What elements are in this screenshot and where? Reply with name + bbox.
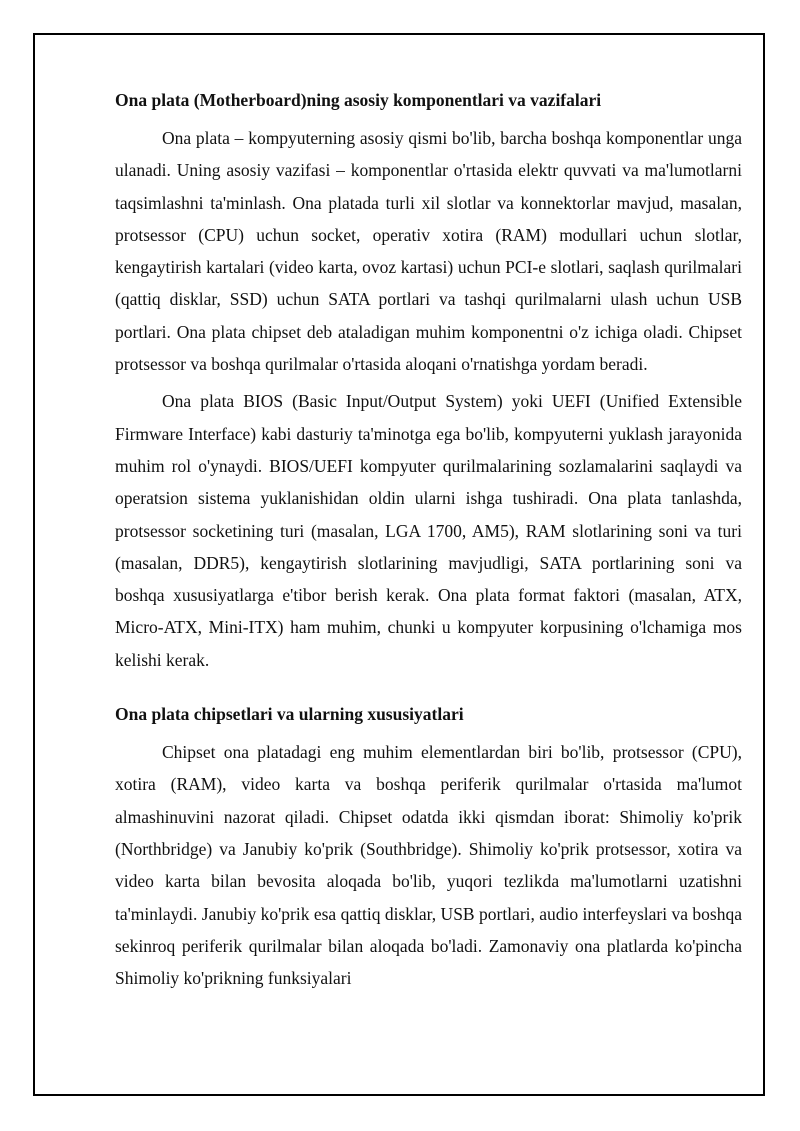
paragraph-bios-uefi: Ona plata BIOS (Basic Input/Output System) yoki UEFI (Unified Extensible Firmware Interface) kabi dasturiy ta'minotga ega bo'lib, kompyuterni yuklash jarayonida muhim rol o'ynaydi. BIOS/UEFI kompyuter qurilmalarining sozlamalarini saqlaydi va operatsion sistema yuklanishidan oldin ularni ishga tushiradi. Ona plata tanlashda, protsessor socketining turi (masalan, LGA 1700, AM5), RAM slotlarining soni va turi (masalan, DDR5), kengaytirish slotlarining mavjudligi, SATA portlarining soni va boshqa xususiyatlarga e'tibor berish kerak. Ona plata format faktori (masalan, ATX, Micro-ATX, Mini-ITX) ham muhim, chunki u kompyuter korpusining o'lchamiga mos kelishi kerak. (115, 391, 742, 670)
paragraph-chipset-overview: Chipset ona platadagi eng muhim elementlardan biri bo'lib, protsessor (CPU), xotira (RAM), video karta va boshqa periferik qurilmalar o'rtasida ma'lumot almashinuvini nazorat qiladi. Chipset odatda ikki qismdan iborat: Shimoliy ko'prik (Northbridge) va Janubiy ko'prik (Southbridge). Shimoliy ko'prik protsessor, xotira va video karta bilan bevosita aloqada bo'lib, yuqori tezlikda ma'lumotlarni uzatishni ta'minlaydi. Janubiy ko'prik esa qattiq disklar, USB portlari, audio interfeyslari va boshqa sekinroq periferik qurilmalar bilan aloqada bo'ladi. Zamonaviy ona platlarda ko'pincha Shimoliy ko'prikning funksiyalari (115, 742, 742, 989)
document-body (115, 84, 742, 994)
paragraph-motherboard-overview: Ona plata – kompyuterning asosiy qismi bo'lib, barcha boshqa komponentlar unga ulanadi. Uning asosiy vazifasi – komponentlar o'rtasida elektr quvvati va ma'lumotlarni taqsimlashni ta'minlash. Ona platada turli xil slotlar va konnektorlar mavjud, masalan, protsessor (CPU) uchun socket, operativ xotira (RAM) modullari uchun slotlar, kengaytirish kartalari (video karta, ovoz kartasi) uchun PCI-e slotlari, saqlash qurilmalari (qattiq disklar, SSD) uchun SATA portlari va tashqi qurilmalarni ulash uchun USB portlari. Ona plata chipset deb ataladigan muhim komponentni o'z ichiga oladi. Chipset protsessor va boshqa qurilmalar o'rtasida aloqani o'rnatishga yordam beradi. (115, 128, 742, 375)
section-heading-motherboard-components: Ona plata (Motherboard)ning asosiy komponentlari va vazifalari (115, 90, 602, 110)
section-heading-chipsets: Ona plata chipsetlari va ularning xususiyatlari (115, 704, 464, 725)
